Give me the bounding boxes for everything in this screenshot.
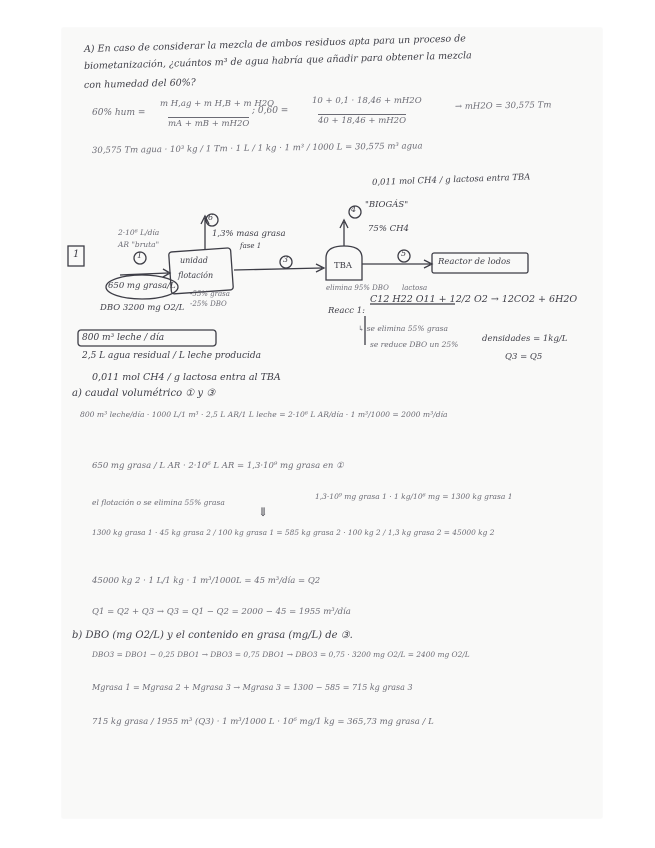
part-b-eq2: Mgrasa 1 = Mgrasa 2 + Mgrasa 3 → Mgrasa 3 = 1300 − 585 = 715 kg grasa 3 bbox=[92, 683, 413, 692]
tba-label: TBA bbox=[334, 261, 353, 271]
unit-label-1: unidad bbox=[180, 256, 208, 265]
dbo-inlet: DBO 3200 mg O2/L bbox=[100, 303, 185, 313]
equation-a2: 30,575 Tm agua · 10³ kg / 1 Tm · 1 L / 1 kg · 1 m³ / 1000 L = 30,575 m³ agua bbox=[91, 141, 423, 156]
ar-label: AR "bruta" bbox=[118, 240, 160, 249]
stream-4-number: 4 bbox=[351, 205, 357, 214]
header-line-3: con humedad del 60%? bbox=[83, 77, 196, 91]
equation-a1-frac1-den: mA + mB + mH2O bbox=[168, 119, 250, 129]
equation-a1-mid: ; 0,60 = bbox=[252, 106, 289, 116]
flow-equality: Q3 = Q5 bbox=[505, 352, 543, 362]
part-a-title: a) caudal volumétrico ① y ③ bbox=[72, 388, 216, 399]
tba-note: elimina 95% DBO bbox=[326, 284, 389, 292]
ch4-pct-label: 75% CH4 bbox=[368, 224, 409, 234]
part-a-eq1: 800 m³ leche/día · 1000 L/1 m³ · 2,5 L AR/1 L leche = 2·10⁶ L AR/día · 1 m³/1000 = 2000 m³/día bbox=[80, 410, 448, 419]
reaction-note: lactosa bbox=[402, 284, 428, 292]
unit-label-2: flotación bbox=[178, 271, 214, 280]
density-note: densidades = 1kg/L bbox=[482, 334, 568, 344]
reaction-note-2: ↳ se elimina 55% grasa bbox=[358, 324, 449, 333]
part-b-eq3: 715 kg grasa / 1955 m³ (Q3) · 1 m³/1000 L · 10⁶ mg/1 kg = 365,73 mg grasa / L bbox=[92, 717, 434, 727]
unit-note-2: -25% DBO bbox=[190, 300, 227, 308]
unit-note-1: -55% grasa bbox=[190, 290, 230, 298]
part-a-eq3a: el flotación o se elimina 55% grasa bbox=[92, 498, 225, 507]
reaction-equation: C12 H22 O11 + 12/2 O2 → 12CO2 + 6H2O bbox=[370, 294, 578, 305]
part-a-eq4: 1300 kg grasa 1 · 45 kg grasa 2 / 100 kg grasa 1 = 585 kg grasa 2 · 100 kg 2 / 1,3 kg grasa 2 = 45000 kg 2 bbox=[92, 528, 495, 537]
data-line-3: 0,011 mol CH4 / g lactosa entra al TBA bbox=[92, 372, 281, 383]
header-line-1: A) En caso de considerar la mezcla de ambos residuos apta para un proceso de bbox=[83, 33, 466, 55]
data-line-2: 2,5 L agua residual / L leche producida bbox=[82, 351, 261, 361]
stream-1-number: 1 bbox=[137, 251, 143, 260]
methane-note: 0,011 mol CH4 / g lactosa entra TBA bbox=[371, 172, 531, 188]
header-line-2: biometanización, ¿cuántos m³ de agua habría que añadir para obtener la mezcla bbox=[83, 50, 472, 72]
part-a-eq6: Q1 = Q2 + Q3 → Q3 = Q1 − Q2 = 2000 − 45 = 1955 m³/día bbox=[92, 607, 351, 617]
reaction-label: Reacc 1: bbox=[328, 306, 365, 316]
ar-flow: 2·10⁶ L/día bbox=[118, 228, 160, 237]
part-a-eq2: 650 mg grasa / L AR · 2·10⁶ L AR = 1,3·10⁹ mg grasa en ① bbox=[92, 461, 344, 471]
equation-a1-frac2-den: 40 + 18,46 + mH2O bbox=[318, 116, 407, 126]
biogas-label: "BIOGÁS" bbox=[365, 200, 409, 210]
part-b-eq1: DBO3 = DBO1 − 0,25 DBO1 → DBO3 = 0,75 DBO1 → DBO3 = 0,75 · 3200 mg O2/L = 2400 mg O2/L bbox=[92, 650, 470, 659]
equation-a1-frac1-num: m H,ag + m H,B + m H2O bbox=[160, 99, 275, 109]
fase-label: fase 1 bbox=[240, 242, 262, 250]
equation-a1-result: → mH2O = 30,575 Tm bbox=[454, 100, 552, 112]
equation-a1-left: 60% hum = bbox=[92, 108, 146, 118]
problem-number: 1 bbox=[73, 249, 80, 260]
part-b-title: b) DBO (mg O2/L) y el contenido en grasa (mg/L) de ③. bbox=[72, 630, 353, 641]
data-line-1: 800 m³ leche / día bbox=[82, 333, 165, 343]
stream-3-number: 3 bbox=[283, 255, 289, 264]
part-a-arrow: ⇓ bbox=[258, 505, 269, 519]
part-a-eq3b: 1,3·10⁹ mg grasa 1 · 1 kg/10⁶ mg = 1300 kg grasa 1 bbox=[315, 492, 513, 501]
reactor-label: Reactor de lodos bbox=[438, 257, 511, 267]
fat-inlet: 650 mg grasa/L bbox=[108, 281, 176, 291]
stream-5-number: 5 bbox=[401, 249, 407, 258]
fat-label: 1,3% masa grasa bbox=[212, 229, 286, 239]
reaction-note-3: se reduce DBO un 25% bbox=[370, 340, 459, 349]
equation-a1-frac2-num: 10 + 0,1 · 18,46 + mH2O bbox=[312, 96, 422, 106]
part-a-eq5: 45000 kg 2 · 1 L/1 kg · 1 m³/1000L = 45 m³/día = Q2 bbox=[92, 576, 321, 586]
stream-6-number: 6 bbox=[208, 213, 214, 222]
stream-3-line bbox=[234, 268, 322, 270]
